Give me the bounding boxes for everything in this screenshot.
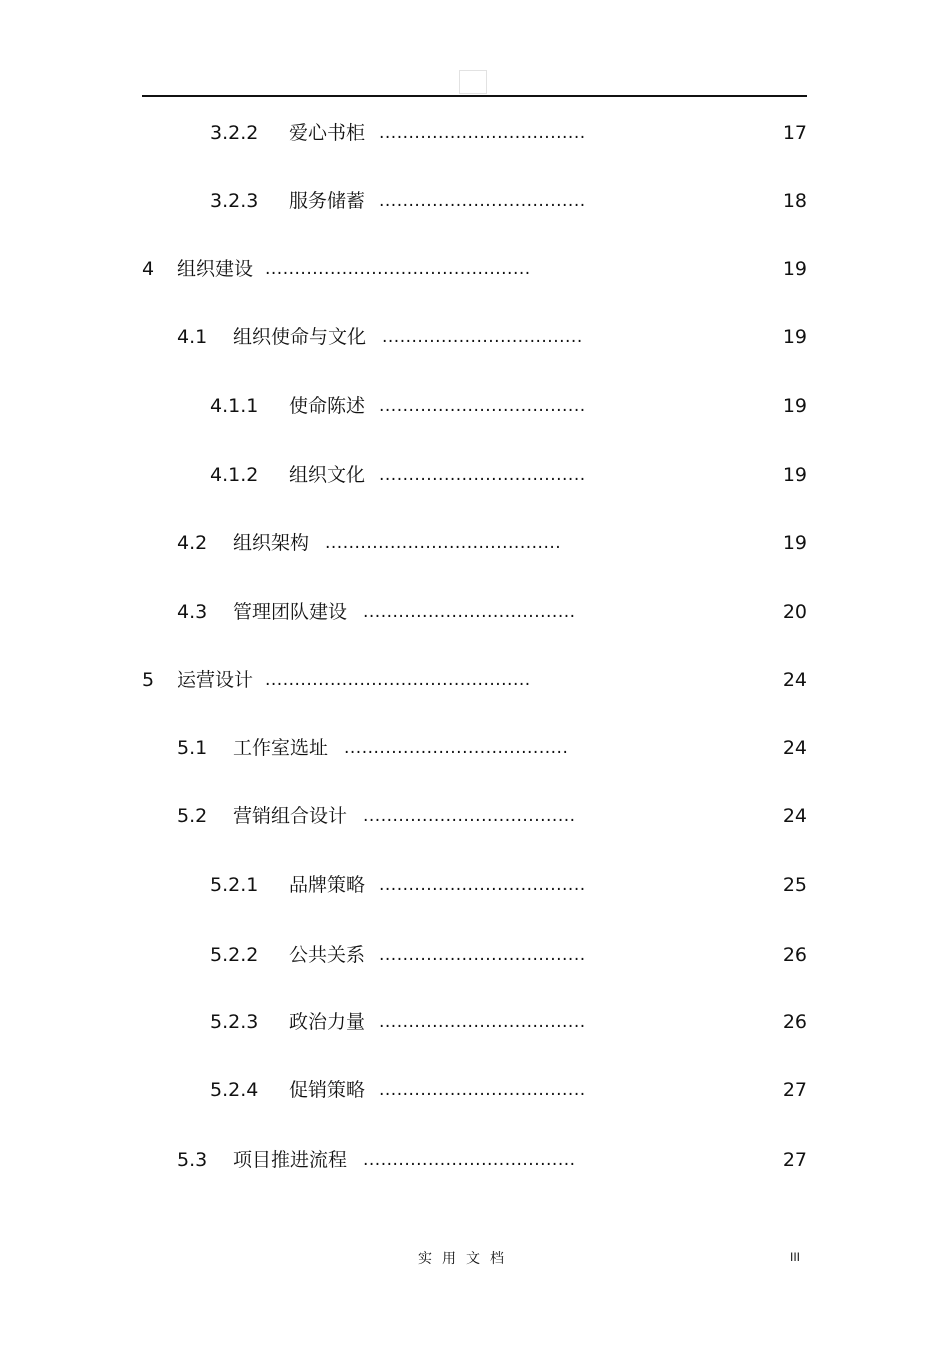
toc-entry[interactable] bbox=[0, 733, 950, 763]
toc-entry[interactable] bbox=[0, 665, 950, 695]
toc-entry-title: 工作室选址 bbox=[233, 737, 329, 759]
toc-entry-page: 27 bbox=[782, 1079, 807, 1101]
toc-entry-number: 4.3 bbox=[177, 601, 208, 623]
toc-entry-title: 爱心书柜 bbox=[289, 122, 366, 144]
toc-entry[interactable] bbox=[0, 597, 950, 627]
toc-entry-number: 4.1.2 bbox=[210, 464, 259, 486]
toc-entry[interactable] bbox=[0, 1007, 950, 1037]
toc-entry-leader: ................................... bbox=[379, 1080, 586, 1100]
toc-entry-page: 17 bbox=[782, 122, 807, 144]
toc-entry-title: 组织架构 bbox=[233, 532, 310, 554]
toc-entry-page: 27 bbox=[782, 1149, 807, 1171]
footer-text: 实用文档 bbox=[418, 1251, 514, 1267]
toc-entry-title: 公共关系 bbox=[289, 944, 366, 966]
toc-entry[interactable] bbox=[0, 801, 950, 831]
toc-entry-number: 4.1 bbox=[177, 326, 208, 348]
toc-entry[interactable] bbox=[0, 254, 950, 284]
toc-entry-page: 25 bbox=[782, 874, 807, 896]
toc-entry-leader: ................................... bbox=[379, 465, 586, 485]
toc-entry-leader: ................................... bbox=[379, 945, 586, 965]
footer-page-number: III bbox=[790, 1250, 801, 1264]
toc-entry-number: 5.2.4 bbox=[210, 1079, 259, 1101]
toc-entry-page: 19 bbox=[782, 532, 807, 554]
toc-entry-title: 组织文化 bbox=[289, 464, 366, 486]
toc-entry-number: 4.1.1 bbox=[210, 395, 259, 417]
toc-entry[interactable] bbox=[0, 528, 950, 558]
toc-entry-leader: ................................... bbox=[379, 1012, 586, 1032]
toc-entry-number: 5.2 bbox=[177, 805, 208, 827]
toc-entry-number: 4.2 bbox=[177, 532, 208, 554]
toc-entry-leader: .................................... bbox=[363, 806, 576, 826]
toc-entry-title: 管理团队建设 bbox=[233, 601, 348, 623]
toc-entry-title: 服务储蓄 bbox=[289, 190, 366, 212]
toc-entry[interactable] bbox=[0, 460, 950, 490]
toc-entry[interactable] bbox=[0, 391, 950, 421]
toc-entry-leader: ................................... bbox=[379, 875, 586, 895]
toc-entry[interactable] bbox=[0, 870, 950, 900]
toc-entry-page: 20 bbox=[782, 601, 807, 623]
toc-entry-number: 5.2.2 bbox=[210, 944, 259, 966]
toc-entry-title: 项目推进流程 bbox=[233, 1149, 348, 1171]
toc-entry-leader: ............................................. bbox=[265, 670, 531, 690]
toc-entry-page: 24 bbox=[782, 737, 807, 759]
toc-entry-page: 18 bbox=[782, 190, 807, 212]
toc-entry-number: 5 bbox=[142, 669, 155, 691]
toc-entry-number: 5.3 bbox=[177, 1149, 208, 1171]
toc-entry-page: 26 bbox=[782, 944, 807, 966]
toc-entry[interactable] bbox=[0, 118, 950, 148]
toc-entry[interactable] bbox=[0, 1075, 950, 1105]
toc-entry-title: 组织建设 bbox=[177, 258, 254, 280]
toc-entry-page: 19 bbox=[782, 395, 807, 417]
toc-entry-number: 3.2.3 bbox=[210, 190, 259, 212]
toc-entry-page: 19 bbox=[782, 258, 807, 280]
toc-entry-page: 19 bbox=[782, 464, 807, 486]
toc-entry-leader: ................................... bbox=[379, 123, 586, 143]
toc-entry-title: 营销组合设计 bbox=[233, 805, 348, 827]
toc-entry[interactable] bbox=[0, 186, 950, 216]
toc-entry-number: 5.2.1 bbox=[210, 874, 259, 896]
toc-entry-title: 组织使命与文化 bbox=[233, 326, 367, 348]
toc-entry-title: 政治力量 bbox=[289, 1011, 366, 1033]
toc-entry-title: 使命陈述 bbox=[289, 395, 366, 417]
toc-entry-leader: .................................... bbox=[363, 1150, 576, 1170]
toc-entry-number: 4 bbox=[142, 258, 155, 280]
toc-entry[interactable] bbox=[0, 1145, 950, 1175]
toc-entry-number: 3.2.2 bbox=[210, 122, 259, 144]
toc-entry[interactable] bbox=[0, 940, 950, 970]
toc-entry-leader: ........................................ bbox=[325, 533, 562, 553]
toc-entry-title: 促销策略 bbox=[289, 1079, 366, 1101]
toc-entry-leader: ................................... bbox=[379, 396, 586, 416]
toc-entry-page: 24 bbox=[782, 669, 807, 691]
toc-entry-page: 19 bbox=[782, 326, 807, 348]
toc-entry-page: 26 bbox=[782, 1011, 807, 1033]
toc-entry-leader: .................................. bbox=[382, 327, 583, 347]
toc-entry-title: 运营设计 bbox=[177, 669, 254, 691]
toc-entry-leader: ............................................. bbox=[265, 259, 531, 279]
toc-entry[interactable] bbox=[0, 322, 950, 352]
toc-entry-number: 5.2.3 bbox=[210, 1011, 259, 1033]
toc-entry-leader: ...................................... bbox=[344, 738, 569, 758]
toc-entry-number: 5.1 bbox=[177, 737, 208, 759]
toc-entry-leader: ................................... bbox=[379, 191, 586, 211]
toc-entry-leader: .................................... bbox=[363, 602, 576, 622]
toc-entry-page: 24 bbox=[782, 805, 807, 827]
toc-entry-title: 品牌策略 bbox=[289, 874, 366, 896]
